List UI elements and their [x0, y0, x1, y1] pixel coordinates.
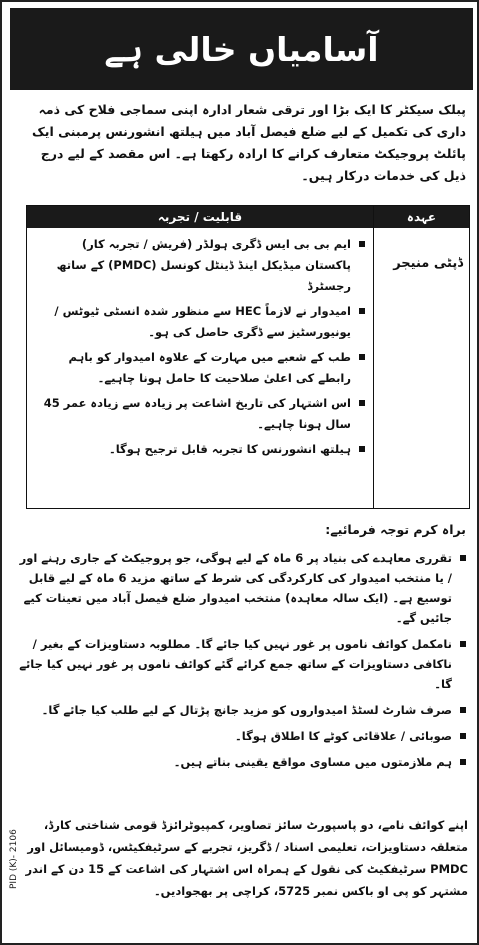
qualification-item: طب کے شعبے میں مہارت کے علاوہ امیدوار کو باہم رابطے کی اعلیٰ صلاحیت کا حامل ہونا چاہیے۔ [35, 347, 365, 389]
post-column-header: عہدہ [374, 206, 469, 228]
closing-paragraph: اپنے کوائف نامے، دو پاسپورٹ سائز تصاویر، کمپیوٹرائزڈ قومی شناختی کارڈ، متعلقہ دستاویزات، تعلیمی اسناد / ڈگریز، تجربے کے سرٹیفکیٹس، ڈومیسائل اور PMDC سرٹیفکیٹ کی نقول کے ہمراہ اس اشتہار کی اشاعت کے 15 دن کے اندر مشتہر کو پی او باکس نمبر 5725، کراچی پر بھجوادیں۔ [25, 818, 468, 898]
pid-label: PID (K)- 2106 [9, 829, 19, 889]
position-table [26, 205, 470, 509]
qualification-column [27, 206, 373, 508]
qualification-item: اس اشتہار کی تاریخ اشاعت پر زیادہ سے زیادہ عمر 45 سال ہونا چاہیے۔ [35, 393, 365, 435]
notice-item: نامکمل کوائف ناموں پر غور نہیں کیا جائے گا۔ مطلوبہ دستاویزات کے بغیر / ناکافی دستاویزات کے ساتھ جمع کرائے گئے کوائف ناموں پر غور نہیں کیا جائے گا۔ [16, 634, 468, 694]
post-column [373, 206, 469, 508]
ad-title: آسامیاں خالی ہے [104, 29, 379, 69]
notice-item: ہم ملازمتوں میں مساوی مواقع یقینی بناتے ہیں۔ [16, 752, 468, 772]
qualification-column-header: قابلیت / تجربہ [27, 206, 373, 228]
header-banner [10, 8, 473, 90]
intro-paragraph: پبلک سیکٹر کا ایک بڑا اور ترقی شعار ادارہ اپنی سماجی فلاح کی ذمہ داری کی تکمیل کے لیے ضلع فیصل آباد میں ہیلتھ انشورنس پرمبنی ایک پائلٹ پروجیکٹ متعارف کرانے کا ارادہ رکھتا ہے۔ اس مقصد کے لیے درج ذیل کی خدمات درکار ہیں۔ [31, 102, 466, 183]
notice-item: صرف شارٹ لسٹڈ امیدواروں کو مزید جانچ پڑتال کے لیے طلب کیا جائے گا۔ [16, 700, 468, 720]
qualification-item: ہیلتھ انشورنس کا تجربہ قابل ترجیح ہوگا۔ [35, 439, 365, 460]
qualification-item: ایم بی بی ایس ڈگری ہولڈر (فریش / تجربہ کار) پاکستان میڈیکل اینڈ ڈینٹل کونسل (PMDC) کے ساتھ رجسٹرڈ [35, 234, 365, 297]
post-name: ڈپٹی منیجر [393, 256, 463, 271]
notice-heading: براہ کرم توجہ فرمائیے: [325, 522, 466, 537]
qualification-list [27, 228, 373, 464]
notice-list [16, 548, 468, 778]
notice-item: تقرری معاہدے کی بنیاد پر 6 ماہ کے لیے ہوگی، جو پروجیکٹ کے جاری رہنے اور / یا منتخب امیدوار کی کارکردگی کی شرط کے ساتھ مزید 6 ماہ کے لیے قابل توسیع ہے۔ (ایک سالہ معاہدہ) منتخب امیدوار ضلع فیصل آباد میں تعینات کیے جائیں گے۔ [16, 548, 468, 628]
qualification-item: امیدوار نے لازماً HEC سے منظور شدہ انسٹی ٹیوٹس / یونیورسٹیز سے ڈگری حاصل کی ہو۔ [35, 301, 365, 343]
notice-item: صوبائی / علاقائی کوٹے کا اطلاق ہوگا۔ [16, 726, 468, 746]
